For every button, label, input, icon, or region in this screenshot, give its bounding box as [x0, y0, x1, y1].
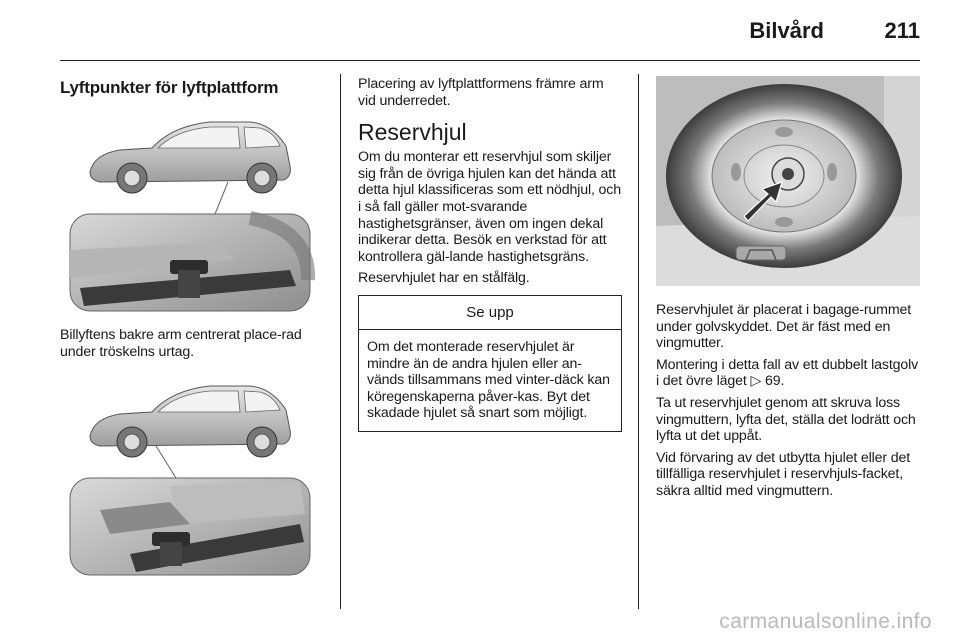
caution-title: Se upp	[359, 296, 621, 330]
subsection-heading: Lyftpunkter för lyftplattform	[60, 78, 279, 97]
paragraph: Montering i detta fall av ett dubbelt lastgolv i det övre läget ▷ 69.	[656, 356, 919, 390]
paragraph: Reservhjulet är placerat i bagage-rummet under golvskyddet. Det är fäst med en vingmutter.	[656, 302, 912, 352]
paragraph: Om du monterar ett reservhjul som skiljer sig från de övriga hjulen kan det hända att detta hjul klassificeras som ett nödhjul, och i så fall gäller mot-svarande hastighetsgränser, även om ingen dekal indikerar detta. Besök en verkstad för att kontrollera gäl-lande hastighetsgräns.	[358, 149, 621, 265]
lift-point-figure-1	[60, 110, 320, 315]
header-rule	[60, 60, 920, 61]
caution-text: Om det monterade reservhjulet är mindre än de andra hjulen eller an-vänds tillsammans med vinter-däck kan köregenskaperna påver-kas. Byt det skadade hjulet så snart som möjligt.	[367, 338, 610, 422]
column-1	[60, 76, 320, 579]
page-header	[40, 14, 920, 48]
watermark: carmanualsonline.info	[719, 610, 932, 633]
paragraph: Billyftens bakre arm centrerat place-rad under tröskelns urtag.	[60, 327, 302, 360]
column-divider-1	[340, 74, 341, 609]
paragraph: Ta ut reservhjulet genom att skruva loss vingmuttern, lyfta det, ställa det lodrätt och lyfta ut det uppåt.	[656, 394, 916, 445]
section-title: Reservhjul	[358, 119, 467, 146]
column-divider-2	[638, 74, 639, 609]
caution-body	[359, 330, 621, 431]
spare-wheel-figure	[656, 76, 920, 286]
paragraph: Reservhjulet har en stålfälg.	[358, 270, 530, 287]
car-lift-illustration-2	[60, 374, 320, 579]
page-title: Bilvård	[749, 18, 824, 43]
spare-wheel-illustration	[656, 76, 920, 286]
paragraph: Vid förvaring av det utbytta hjulet eller det tillfälliga reservhjulet i reservhjuls-facket, säkra alltid med vingmuttern.	[656, 449, 911, 499]
paragraph: Placering av lyftplattformens främre arm vid underredet.	[358, 76, 604, 109]
car-lift-illustration-1	[60, 110, 320, 315]
column-3	[656, 76, 922, 505]
caution-box	[358, 295, 622, 432]
column-2	[358, 76, 622, 432]
lift-point-figure-2	[60, 374, 320, 579]
page-number: 211	[884, 18, 920, 43]
